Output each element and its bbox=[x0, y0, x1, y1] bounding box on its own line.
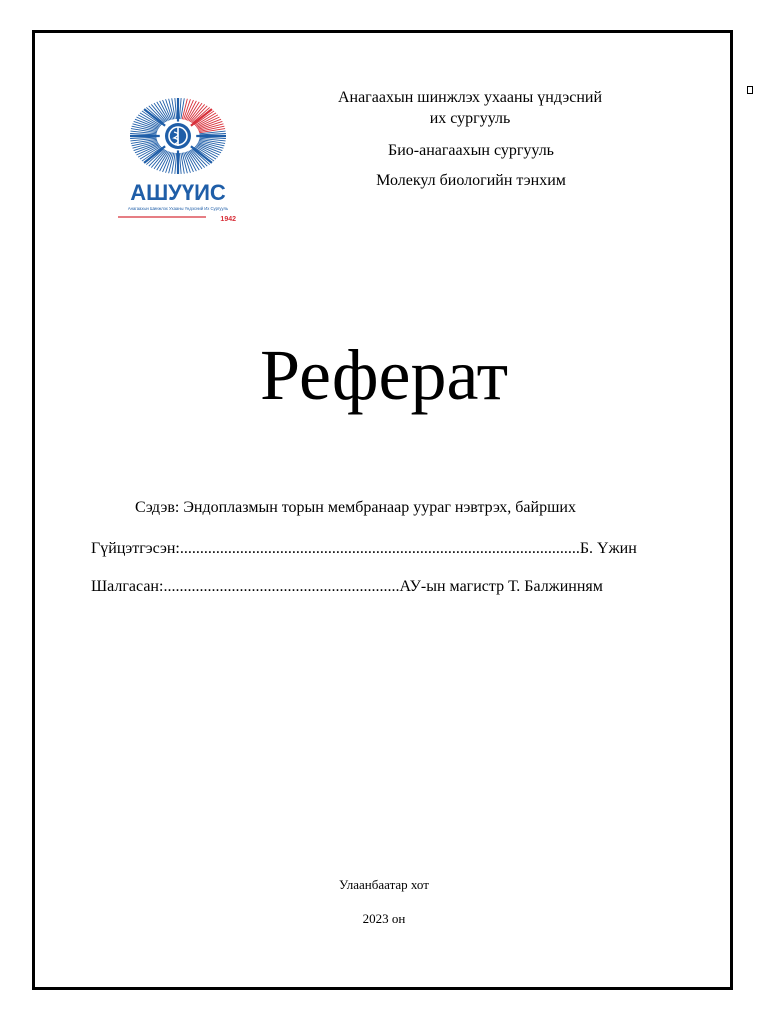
university-name-line2: их сургууль bbox=[429, 110, 511, 127]
checked-by-name: АУ-ын магистр Т. Балжинням bbox=[399, 578, 603, 595]
margin-marker bbox=[747, 86, 753, 94]
performed-by-line bbox=[91, 539, 637, 559]
footer-year: 2023 он bbox=[362, 911, 406, 926]
logo-ray bbox=[172, 98, 175, 119]
logo-ray bbox=[181, 153, 184, 174]
logo-subtitle: Анагаахын Шинжлэх Ухааны Үндэсний Их Сургууль bbox=[127, 206, 229, 211]
footer-city: Улаанбаатар хот bbox=[339, 877, 429, 892]
logo-ray bbox=[172, 153, 175, 174]
performed-by-label: Гүйцэтгэсэн: bbox=[91, 540, 180, 557]
logo-emblem bbox=[112, 94, 244, 229]
school-name: Био-анагаахын сургууль bbox=[388, 142, 554, 159]
logo-year: 1942 bbox=[220, 216, 236, 223]
logo-ray bbox=[179, 98, 181, 119]
topic-line: Сэдэв: Эндоплазмын торын мембранаар уураг нэвтрэх, байрших bbox=[135, 499, 576, 516]
department-name: Молекул биологийн тэнхим bbox=[376, 172, 566, 189]
university-logo bbox=[112, 94, 244, 229]
university-name-line1: Анагаахын шинжлэх ухааны үндэсний bbox=[337, 89, 603, 106]
logo-ray bbox=[175, 153, 177, 174]
logo-ray bbox=[181, 98, 184, 119]
checked-by-dots: ........................................................... bbox=[163, 578, 400, 595]
performed-by-name: Б. Үжин bbox=[579, 540, 637, 557]
performed-by-dots: .................................................................................................... bbox=[179, 540, 580, 557]
checked-by-line bbox=[91, 577, 603, 597]
logo-ray bbox=[179, 153, 181, 174]
logo-ray bbox=[175, 98, 177, 119]
document-title: Реферат bbox=[259, 335, 509, 415]
logo-abbrev: АШУҮИС bbox=[130, 180, 226, 205]
checked-by-label: Шалгасан: bbox=[91, 578, 164, 595]
